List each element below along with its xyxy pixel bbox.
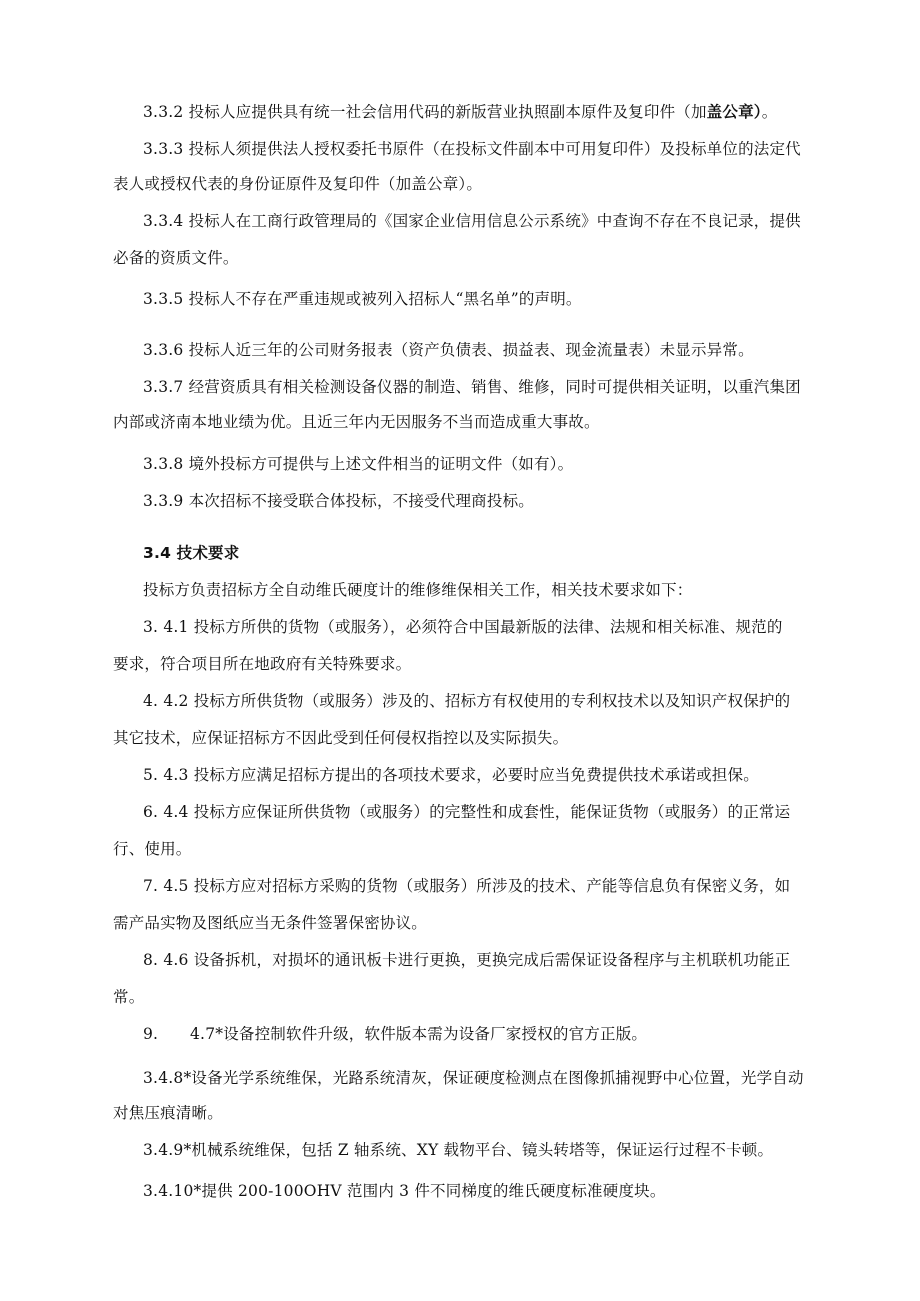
paragraph-3-3-2-bold-tail: 盖公章） [706,103,762,121]
item-4-7-text: 4.7*设备控制软件升级，软件版本需为设备厂家授权的官方正版。 [190,1025,648,1043]
paragraph-3-3-2-text: 3.3.2 投标人应提供具有统一社会信用代码的新版营业执照副本原件及复印件（加 [143,103,707,121]
item-4-4-line-1: 6. 4.4 投标方应保证所供货物（或服务）的完整性和成套性，能保证货物（或服务）的正常运 [143,803,791,821]
paragraph-3-4-9: 3.4.9*机械系统维保，包括 Z 轴系统、XY 载物平台、镜头转塔等，保证运行过程不卡顿。 [143,1141,774,1159]
item-4-7-number: 9. [143,1025,159,1043]
item-4-2-line-1: 4. 4.2 投标方所供货物（或服务）涉及的、招标方有权使用的专利权技术以及知识产权保护的 [143,692,791,710]
paragraph-3-3-4-line-2: 必备的资质文件。 [113,249,239,267]
paragraph-3-3-7-line-1: 3.3.7 经营资质具有相关检测设备仪器的制造、销售、维修，同时可提供相关证明，以重汽集团 [143,378,801,396]
paragraph-3-3-4-line-1: 3.3.4 投标人在工商行政管理局的《国家企业信用信息公示系统》中查询不存在不良记录，提供 [143,212,801,230]
paragraph-3-3-2 [143,102,777,122]
item-4-1-line-2: 要求，符合项目所在地政府有关特殊要求。 [113,655,412,673]
item-4-4-line-2: 行、使用。 [113,840,192,858]
paragraph-3-4-10: 3.4.10*提供 200-100OHV 范围内 3 件不同梯度的维氏硬度标准硬度块。 [143,1182,666,1200]
paragraph-3-3-5: 3.3.5 投标人不存在严重违规或被列入招标人“黑名单”的声明。 [143,290,582,308]
item-4-6-line-1: 8. 4.6 设备拆机，对损坏的通讯板卡进行更换，更换完成后需保证设备程序与主机联机功能正 [143,951,791,969]
item-4-5-line-2: 需产品实物及图纸应当无条件签署保密协议。 [113,914,428,932]
item-4-3: 5. 4.3 投标方应满足招标方提出的各项技术要求，必要时应当免费提供技术承诺或担保。 [143,766,759,784]
paragraph-3-3-9: 3.3.9 本次招标不接受联合体投标，不接受代理商投标。 [143,492,534,510]
paragraph-3-4-8-line-2: 对焦压痕清晰。 [113,1104,223,1122]
section-heading-3-4: 3.4 技术要求 [143,544,240,562]
paragraph-3-3-3-line-2: 表人或授权代表的身份证原件及复印件（加盖公章）。 [113,175,483,193]
item-4-5-line-1: 7. 4.5 投标方应对招标方采购的货物（或服务）所涉及的技术、产能等信息负有保密义务，如 [143,877,791,895]
paragraph-3-3-3-line-1: 3.3.3 投标人须提供法人授权委托书原件（在投标文件副本中可用复印件）及投标单位的法定代 [143,140,801,158]
paragraph-3-3-7-line-2: 内部或济南本地业绩为优。且近三年内无因服务不当而造成重大事故。 [113,413,600,431]
section-3-4-intro: 投标方负责招标方全自动维氏硬度计的维修维保相关工作，相关技术要求如下： [143,581,693,599]
paragraph-3-3-2-end: 。 [761,103,778,121]
paragraph-3-4-8-line-1: 3.4.8*设备光学系统维保，光路系统清灰，保证硬度检测点在图像抓捕视野中心位置，光学自动 [143,1069,804,1087]
item-4-6-line-2: 常。 [113,988,145,1006]
item-4-1-line-1: 3. 4.1 投标方所供的货物（或服务），必须符合中国最新版的法律、法规和相关标准、规范的 [143,618,783,636]
paragraph-3-3-6: 3.3.6 投标人近三年的公司财务报表（资产负债表、损益表、现金流量表）未显示异常。 [143,341,754,359]
item-4-2-line-2: 其它技术，应保证招标方不因此受到任何侵权指控以及实际损失。 [113,729,569,747]
paragraph-3-3-8: 3.3.8 境外投标方可提供与上述文件相当的证明文件（如有）。 [143,455,574,473]
